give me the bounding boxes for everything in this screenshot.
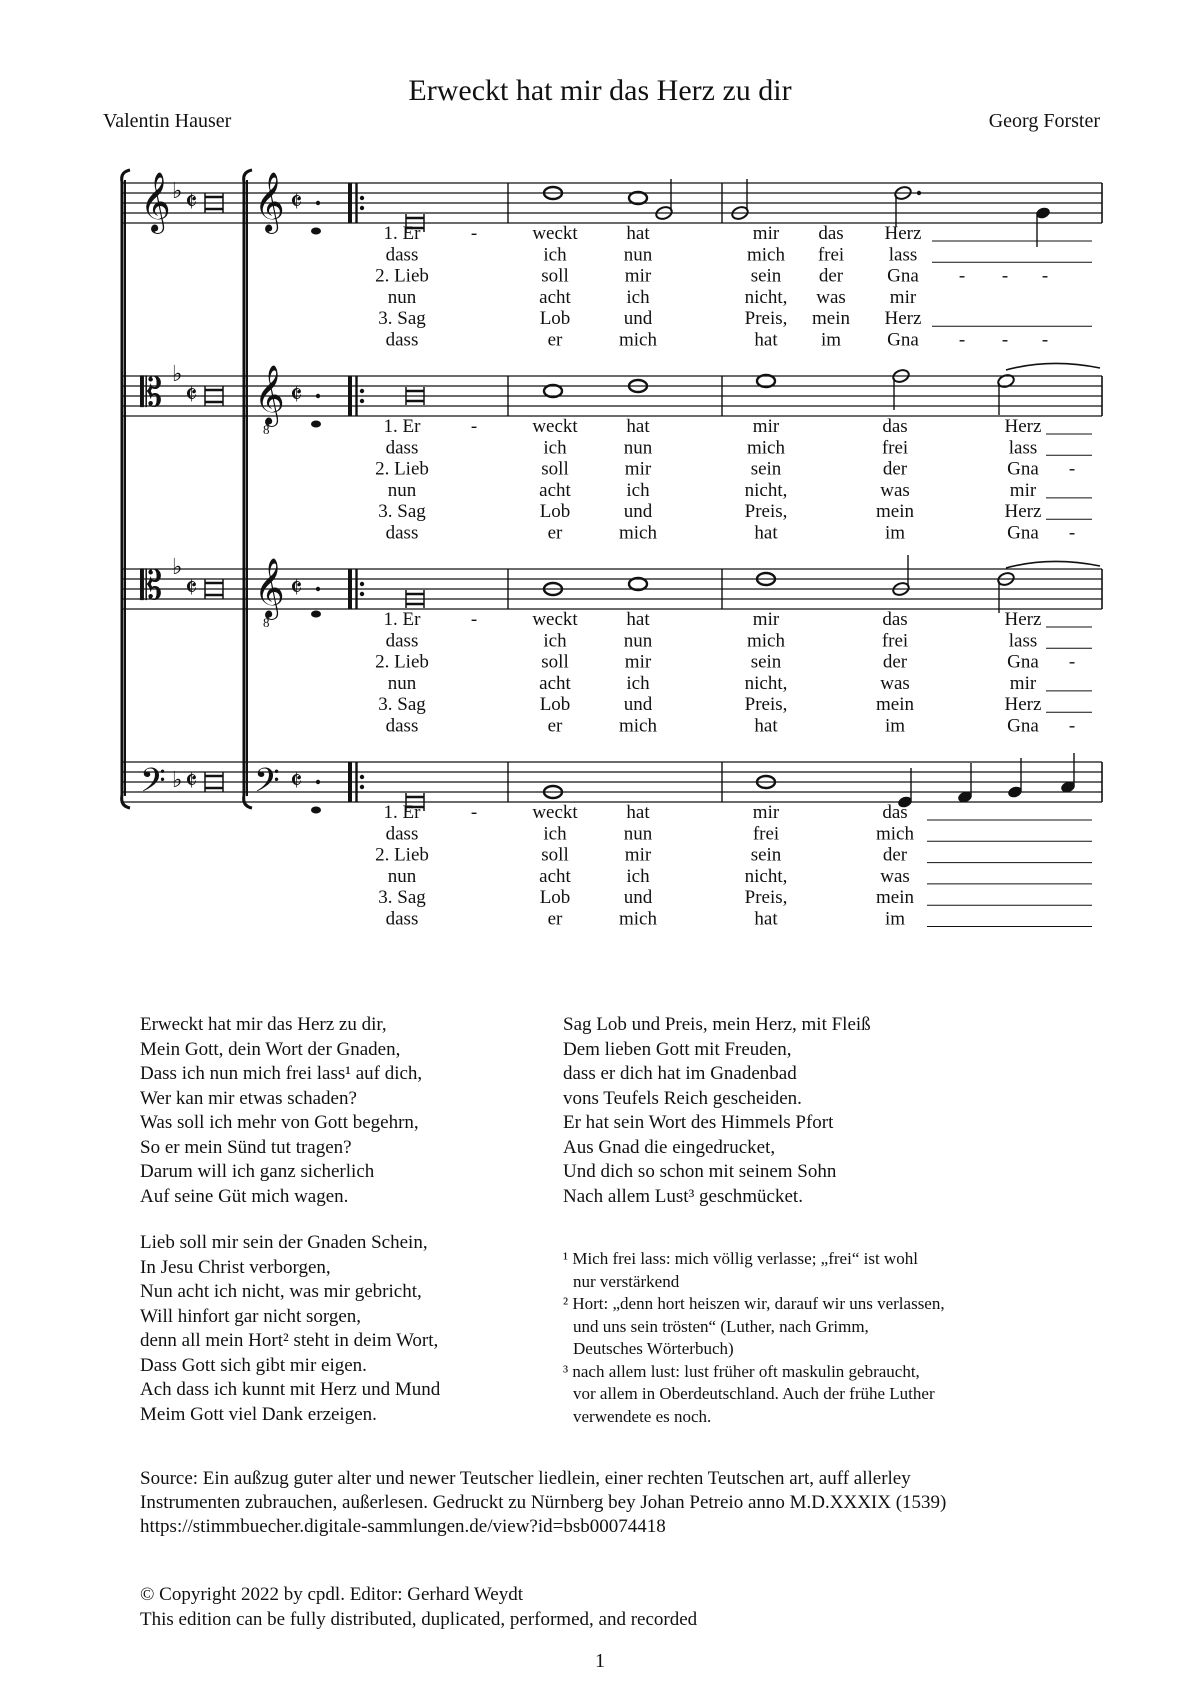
cut-time-icon: 𝄵: [185, 380, 198, 411]
lyric-syllable: im: [820, 329, 842, 351]
lyric-syllable: das: [882, 802, 908, 823]
lyrics-v3: [375, 609, 1092, 737]
source-line: Instrumenten zubrauchen, außerlesen. Gedruckt zu Nürnberg bey Johan Petreio anno M.D.XXXIX (1539): [140, 1492, 947, 1513]
alto-clef-icon: 𝄡: [140, 370, 163, 415]
lyric-syllable: er: [547, 329, 563, 351]
lyric-syllable: mein: [812, 308, 850, 330]
lyric-syllable: sein: [750, 265, 782, 287]
lyric-syllable: er: [547, 908, 563, 930]
cut-time-icon: 𝄵: [290, 380, 303, 411]
lyric-syllable: 3. Sag: [378, 887, 426, 909]
lyric-syllable: mir: [1009, 672, 1037, 694]
lyric-syllable: ich: [543, 437, 567, 459]
lyric-syllable: acht: [539, 286, 571, 308]
staff: [122, 172, 1102, 235]
poem-line: Dass Gott sich gibt mir eigen.: [140, 1354, 367, 1376]
footnote-3-line: vor allem in Oberdeutschland. Auch der frühe Luther: [573, 1384, 935, 1403]
lyric-syllable: mich: [747, 630, 785, 652]
lyric-syllable: -: [1068, 715, 1076, 737]
lyric-syllable: acht: [539, 865, 571, 887]
lyric-syllable: dass: [385, 522, 419, 544]
whole-note: [629, 578, 647, 590]
lyric-syllable: -: [1068, 651, 1076, 673]
source-url[interactable]: https://stimmbuecher.digitale-sammlungen.de/view?id=bsb00074418: [140, 1516, 666, 1537]
lyric-syllable: frei: [817, 244, 845, 266]
poem-line: Meim Gott viel Dank erzeigen.: [140, 1403, 377, 1425]
lyric-syllable: Herz: [884, 308, 922, 330]
repeat-dot: [360, 775, 364, 779]
flat-icon: ♭: [172, 361, 183, 386]
lyric-syllable: Herz: [1004, 609, 1042, 630]
lyric-syllable: hat: [754, 522, 778, 544]
lyric-syllable: nun: [387, 286, 417, 308]
poem-stanza-1: [140, 1013, 422, 1209]
lyric-syllable: Lob: [539, 694, 571, 716]
repeat-dot: [360, 399, 364, 403]
footnote-3-line: ³ nach allem lust: lust früher oft maskulin gebraucht,: [563, 1361, 920, 1381]
lyric-syllable: das: [882, 416, 908, 437]
source-line: Source: Ein außzug guter alter und newer Teutscher liedlein, einer rechten Teutschen art, auff allerley: [140, 1468, 911, 1489]
lyric-syllable: nicht,: [744, 479, 788, 501]
time-dot: [316, 394, 320, 398]
lyric-hyphen: -: [1041, 329, 1049, 351]
lyrics-v4: [375, 802, 1092, 930]
lyric-syllable: der: [882, 844, 908, 866]
octave-marker: 8: [263, 615, 270, 630]
source-citation: [140, 1467, 946, 1539]
lyric-syllable: mich: [619, 329, 657, 351]
lyric-syllable: soll: [541, 651, 569, 673]
poem-line: Mein Gott, dein Wort der Gnaden,: [140, 1038, 401, 1060]
repeat-dot: [360, 206, 364, 210]
lyric-syllable: 3. Sag: [378, 694, 426, 716]
lyric-syllable: Herz: [1004, 694, 1042, 716]
lyric-syllable: nun: [623, 823, 653, 845]
incipit-note: [311, 228, 321, 235]
footnote-1-line: ¹ Mich frei lass: mich völlig verlasse; „frei“ ist wohl: [563, 1249, 918, 1268]
footnote-3-line: verwendete es noch.: [573, 1406, 712, 1426]
repeat-dot: [360, 389, 364, 393]
lyric-hyphen: -: [958, 329, 966, 351]
lyric-syllable: ich: [626, 286, 650, 308]
footnote-2-line: Deutsches Wörterbuch): [573, 1339, 734, 1358]
lyric-syllable: mich: [619, 522, 657, 544]
lyric-syllable: -: [1068, 458, 1076, 480]
lyric-syllable: -: [1068, 522, 1076, 544]
lyric-syllable: was: [880, 672, 910, 694]
lyric-syllable: dass: [385, 329, 419, 351]
lyric-syllable: 2. Lieb: [375, 265, 429, 287]
footnote-2-line: und uns sein trösten“ (Luther, nach Grimm,: [573, 1316, 869, 1336]
lyric-syllable: 1. Er: [383, 802, 421, 823]
lyric-syllable: und: [623, 501, 653, 523]
lyrics-v2: [375, 416, 1092, 544]
poem-line: Nach allem Lust³ geschmücket.: [563, 1185, 803, 1207]
lyric-syllable: der: [882, 458, 908, 480]
lyric-hyphen: -: [1001, 265, 1009, 287]
lyric-syllable: acht: [539, 479, 571, 501]
lyric-syllable: Preis,: [744, 694, 788, 716]
lyric-syllable: mich: [747, 437, 785, 459]
poem-line: vons Teufels Reich gescheiden.: [563, 1087, 802, 1109]
poem-line: In Jesu Christ verborgen,: [140, 1256, 331, 1278]
lyric-syllable: nun: [387, 672, 417, 694]
lyric-syllable: mein: [876, 501, 914, 523]
poem-stanza-2: [140, 1231, 440, 1427]
lyric-syllable: im: [884, 715, 906, 737]
cut-time-icon: 𝄵: [290, 766, 303, 797]
lyric-syllable: 1. Er: [383, 609, 421, 630]
lyrics-v1: [375, 223, 1092, 351]
lyric-syllable: mir: [889, 286, 917, 308]
lyric-syllable: 3. Sag: [378, 501, 426, 523]
lyric-syllable: weckt: [532, 802, 578, 823]
lyric-syllable: Gna: [1007, 651, 1039, 673]
incipit-note: [311, 611, 321, 618]
cut-time-icon: 𝄵: [290, 573, 303, 604]
footnote-1-line: nur verstärkend: [573, 1271, 680, 1291]
lyric-syllable: frei: [752, 823, 780, 845]
page-number: 1: [595, 1650, 605, 1672]
staff: [122, 361, 1102, 437]
lyric-syllable: Preis,: [744, 308, 788, 330]
lyric-syllable: acht: [539, 672, 571, 694]
incipit-note: [311, 421, 321, 428]
lyric-syllable: mein: [876, 887, 914, 909]
lyric-syllable: was: [880, 865, 910, 887]
lyric-syllable: hat: [754, 329, 778, 351]
lyric-syllable: nun: [387, 865, 417, 887]
lyric-syllable: soll: [541, 458, 569, 480]
lyric-syllable: was: [816, 286, 846, 308]
lyric-syllable: Lob: [539, 308, 571, 330]
lyric-syllable: nicht,: [744, 865, 788, 887]
repeat-dot: [360, 196, 364, 200]
lyric-hyphen: -: [1001, 329, 1009, 351]
lyric-syllable: das: [882, 609, 908, 630]
lyric-hyphen: -: [1041, 265, 1049, 287]
lyric-syllable: Herz: [1004, 501, 1042, 523]
lyric-syllable: weckt: [532, 223, 578, 244]
lyric-syllable: dass: [385, 823, 419, 845]
lyric-syllable: im: [884, 908, 906, 930]
lyric-syllable: mich: [619, 715, 657, 737]
lyric-syllable: ich: [543, 823, 567, 845]
lyric-syllable: das: [818, 223, 844, 244]
lyric-syllable: ich: [626, 479, 650, 501]
lyric-syllable: hat: [754, 908, 778, 930]
lyric-syllable: sein: [750, 651, 782, 673]
system-bracket-left: [122, 170, 130, 808]
lyric-syllable: mir: [624, 651, 652, 673]
flat-icon: ♭: [172, 178, 183, 203]
lyric-syllable: Gna: [1007, 715, 1039, 737]
lyric-syllable: frei: [881, 437, 909, 459]
lyric-syllable: mir: [624, 844, 652, 866]
lyric-syllable: Lob: [539, 887, 571, 909]
lyric-syllable: mein: [876, 694, 914, 716]
poem-line: denn all mein Hort² steht in deim Wort,: [140, 1330, 439, 1351]
lyric-syllable: und: [623, 887, 653, 909]
lyric-syllable: mir: [752, 802, 780, 823]
lyric-syllable: 2. Lieb: [375, 651, 429, 673]
poem-line: Dem lieben Gott mit Freuden,: [563, 1038, 792, 1060]
lyric-syllable: nun: [623, 244, 653, 266]
poem-line: Was soll ich mehr von Gott begehrn,: [140, 1112, 419, 1133]
system-bracket-middle: [244, 170, 252, 808]
lyric-syllable: lass: [888, 244, 918, 266]
flat-icon: ♭: [172, 767, 183, 792]
time-dot: [316, 780, 320, 784]
lyric-syllable: und: [623, 694, 653, 716]
lyric-syllable: Preis,: [744, 501, 788, 523]
tie: [1006, 363, 1100, 370]
lyric-syllable: nun: [387, 479, 417, 501]
lyric-syllable: dass: [385, 244, 419, 266]
poem-line: Sag Lob und Preis, mein Herz, mit Fleiß: [563, 1014, 871, 1035]
lyric-syllable: mir: [624, 265, 652, 287]
lyric-syllable: 1. Er: [383, 416, 421, 437]
staff: [122, 762, 1102, 814]
lyric-syllable: 2. Lieb: [375, 844, 429, 866]
lyric-syllable: Herz: [1004, 416, 1042, 437]
lyric-syllable: hat: [626, 802, 650, 823]
lyric-syllable: -: [470, 416, 478, 437]
lyric-syllable: nicht,: [744, 286, 788, 308]
lyric-syllable: mir: [1009, 479, 1037, 501]
lyric-syllable: soll: [541, 844, 569, 866]
poem-stanza-3: [563, 1013, 871, 1209]
lyric-syllable: -: [470, 609, 478, 630]
lyric-syllable: mir: [624, 458, 652, 480]
treble-clef-icon: 𝄞: [254, 174, 285, 231]
lyric-syllable: er: [547, 522, 563, 544]
poem-line: Will hinfort gar nicht sorgen,: [140, 1305, 362, 1327]
lyric-syllable: mich: [619, 908, 657, 930]
lyric-syllable: sein: [750, 844, 782, 866]
tie: [1006, 561, 1100, 568]
lyric-syllable: sein: [750, 458, 782, 480]
lyric-syllable: 1. Er: [383, 223, 421, 244]
lyric-syllable: 2. Lieb: [375, 458, 429, 480]
alto-clef-icon: 𝄡: [140, 563, 163, 608]
treble-clef-icon: 𝄞: [254, 560, 285, 617]
lyric-syllable: Preis,: [744, 887, 788, 909]
lyric-syllable: mich: [876, 823, 914, 845]
staff: [122, 554, 1102, 630]
whole-note: [629, 192, 647, 204]
treble-clef-icon: 𝄞: [140, 174, 171, 231]
lyric-syllable: der: [818, 265, 844, 287]
cut-time-icon: 𝄵: [185, 187, 198, 218]
lyric-syllable: was: [880, 479, 910, 501]
footnotes: [563, 1248, 945, 1428]
poem-line: Lieb soll mir sein der Gnaden Schein,: [140, 1232, 428, 1253]
poem-line: Aus Gnad die eingedrucket,: [563, 1136, 776, 1158]
lyric-syllable: 3. Sag: [378, 308, 426, 330]
lyric-syllable: Gna: [887, 329, 919, 351]
lyric-syllable: weckt: [532, 416, 578, 437]
flat-icon: ♭: [172, 554, 183, 579]
cut-time-icon: 𝄵: [185, 766, 198, 797]
lyric-syllable: der: [882, 651, 908, 673]
lyric-syllable: Gna: [887, 265, 919, 287]
lyric-syllable: nun: [623, 630, 653, 652]
cut-time-icon: 𝄵: [185, 573, 198, 604]
lyric-syllable: hat: [626, 416, 650, 437]
poem-line: Dass ich nun mich frei lass¹ auf dich,: [140, 1063, 423, 1084]
lyric-syllable: frei: [881, 630, 909, 652]
page-title: Erweckt hat mir das Herz zu dir: [408, 74, 792, 107]
lyric-syllable: ich: [626, 865, 650, 887]
treble-clef-icon: 𝄞: [254, 367, 285, 424]
poem-line: Und dich so schon mit seinem Sohn: [563, 1161, 837, 1182]
composer-name: Georg Forster: [988, 110, 1100, 132]
whole-note: [544, 385, 562, 397]
lyric-syllable: weckt: [532, 609, 578, 630]
lyric-syllable: dass: [385, 437, 419, 459]
poem-line: Darum will ich ganz sicherlich: [140, 1161, 375, 1182]
lyric-syllable: mir: [752, 223, 780, 244]
lyric-syllable: dass: [385, 908, 419, 930]
lyric-syllable: im: [884, 522, 906, 544]
lyric-syllable: Gna: [1007, 458, 1039, 480]
poem-line: Nun acht ich nicht, was mir gebricht,: [140, 1281, 422, 1302]
poem-line: Wer kan mir etwas schaden?: [140, 1087, 357, 1109]
license-line: This edition can be fully distributed, duplicated, performed, and recorded: [140, 1608, 698, 1630]
lyric-syllable: ich: [543, 630, 567, 652]
lyric-syllable: -: [470, 223, 478, 244]
lyric-syllable: -: [470, 802, 478, 823]
lyric-syllable: dass: [385, 630, 419, 652]
dot: [917, 191, 921, 195]
whole-note: [757, 375, 775, 387]
repeat-dot: [360, 785, 364, 789]
lyric-syllable: hat: [754, 715, 778, 737]
poet-name: Valentin Hauser: [103, 110, 232, 132]
lyric-syllable: soll: [541, 265, 569, 287]
poem-line: Auf seine Güt mich wagen.: [140, 1185, 349, 1207]
copyright-notice: [140, 1583, 697, 1632]
lyric-syllable: Gna: [1007, 522, 1039, 544]
lyric-syllable: ich: [626, 672, 650, 694]
lyric-syllable: mir: [752, 416, 780, 437]
lyric-syllable: lass: [1008, 437, 1038, 459]
lyric-syllable: und: [623, 308, 653, 330]
copyright-line: © Copyright 2022 by cpdl. Editor: Gerhard Weydt: [140, 1584, 523, 1605]
lyric-syllable: mir: [752, 609, 780, 630]
poem-line: Er hat sein Wort des Himmels Pfort: [563, 1112, 834, 1133]
lyric-syllable: lass: [1008, 630, 1038, 652]
octave-marker: 8: [263, 422, 270, 437]
lyric-syllable: mich: [747, 244, 785, 266]
cut-time-icon: 𝄵: [290, 187, 303, 218]
repeat-dot: [360, 582, 364, 586]
poem-line: So er mein Sünd tut tragen?: [140, 1136, 352, 1158]
lyric-syllable: nun: [623, 437, 653, 459]
bass-clef-icon: 𝄢: [140, 762, 166, 807]
lyric-syllable: er: [547, 715, 563, 737]
lyric-syllable: Herz: [884, 223, 922, 244]
lyric-hyphen: -: [958, 265, 966, 287]
time-dot: [316, 587, 320, 591]
lyric-syllable: hat: [626, 609, 650, 630]
poem-line: Erweckt hat mir das Herz zu dir,: [140, 1014, 387, 1035]
lyric-syllable: Lob: [539, 501, 571, 523]
repeat-dot: [360, 592, 364, 596]
time-dot: [316, 201, 320, 205]
bass-clef-icon: 𝄢: [254, 762, 280, 807]
incipit-note: [311, 807, 321, 814]
poem-line: dass er dich hat im Gnadenbad: [563, 1063, 797, 1084]
lyric-syllable: ich: [543, 244, 567, 266]
lyric-syllable: dass: [385, 715, 419, 737]
lyric-syllable: nicht,: [744, 672, 788, 694]
lyric-syllable: hat: [626, 223, 650, 244]
footnote-2-line: ² Hort: „denn hort heiszen wir, darauf wir uns verlassen,: [563, 1294, 945, 1313]
poem-line: Ach dass ich kunnt mit Herz und Mund: [140, 1379, 441, 1400]
